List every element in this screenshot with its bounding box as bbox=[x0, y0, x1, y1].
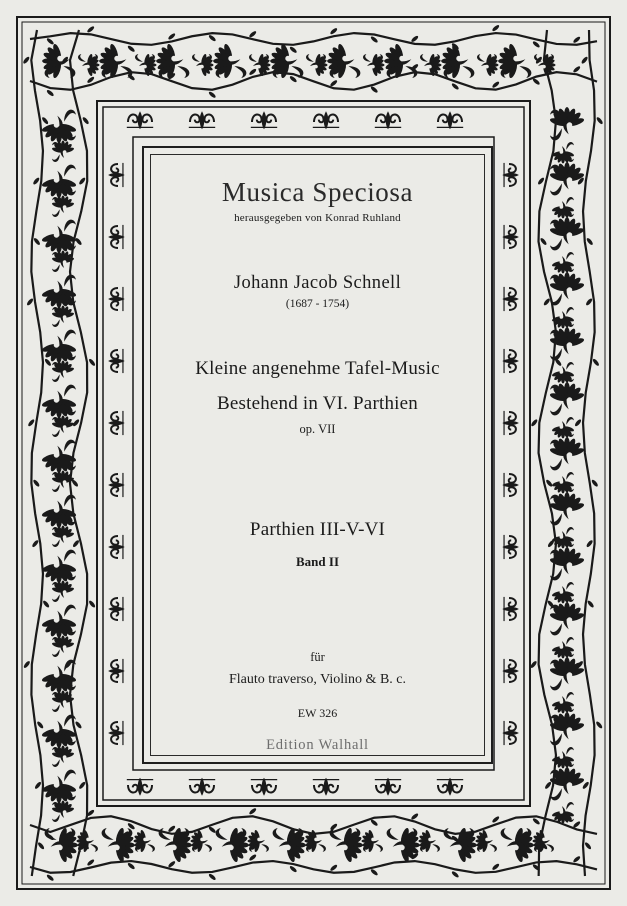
scroll-motif bbox=[313, 778, 339, 796]
flower-motif bbox=[41, 110, 77, 143]
series-title: Musica Speciosa bbox=[221, 177, 414, 207]
scroll-motif bbox=[108, 721, 125, 745]
flower-motif bbox=[551, 472, 574, 494]
parts-included: Parthien III-V-VI bbox=[249, 519, 386, 540]
flower-motif bbox=[551, 252, 574, 274]
scroll-motif bbox=[502, 349, 519, 373]
publisher-name: Edition Walhall bbox=[266, 737, 369, 753]
editor-line: herausgegeben von Konrad Ruhland bbox=[234, 212, 401, 224]
flower-motif bbox=[441, 43, 474, 79]
flower-motif bbox=[549, 767, 585, 800]
flower-motif bbox=[51, 525, 74, 547]
scroll-motif bbox=[108, 597, 125, 621]
flower-motif bbox=[51, 415, 74, 437]
scroll-motif bbox=[375, 778, 401, 796]
flower-motif bbox=[247, 829, 269, 852]
scroll-motif bbox=[108, 473, 125, 497]
flower-motif bbox=[549, 272, 585, 305]
scroll-motif bbox=[502, 535, 519, 559]
flower-motif bbox=[51, 745, 74, 767]
for-label: für bbox=[310, 650, 325, 664]
flower-motif bbox=[51, 800, 74, 822]
flower-motif bbox=[532, 829, 554, 852]
flower-motif bbox=[551, 637, 574, 659]
scroll-motif bbox=[437, 778, 463, 796]
flower-motif bbox=[41, 660, 77, 693]
scroll-motif bbox=[502, 163, 519, 187]
composer-name: Johann Jacob Schnell bbox=[233, 273, 402, 293]
flower-motif bbox=[549, 437, 585, 470]
flower-motif bbox=[551, 362, 574, 384]
flower-motif bbox=[51, 305, 74, 327]
flower-motif bbox=[156, 43, 189, 79]
flower-motif bbox=[549, 382, 585, 415]
scroll-motif bbox=[502, 411, 519, 435]
flower-motif bbox=[363, 53, 385, 76]
flower-motif bbox=[327, 43, 360, 79]
flower-motif bbox=[78, 53, 100, 76]
scroll-motif bbox=[502, 659, 519, 683]
flower-motif bbox=[549, 602, 585, 635]
flower-motif bbox=[41, 165, 77, 198]
scroll-motif bbox=[313, 111, 339, 129]
flower-motif bbox=[213, 43, 246, 79]
scroll-motif bbox=[108, 225, 125, 249]
scroll-motif bbox=[108, 411, 125, 435]
scroll-motif bbox=[502, 597, 519, 621]
volume-label: Band II bbox=[296, 554, 339, 569]
scroll-motif bbox=[375, 111, 401, 129]
flower-motif bbox=[501, 827, 534, 863]
flower-motif bbox=[192, 53, 214, 76]
flower-motif bbox=[361, 829, 383, 852]
scroll-motif bbox=[502, 473, 519, 497]
flower-motif bbox=[549, 162, 585, 195]
scroll-motif bbox=[189, 778, 215, 796]
flower-motif bbox=[270, 43, 303, 79]
flower-motif bbox=[51, 195, 74, 217]
flower-motif bbox=[51, 360, 74, 382]
opus-number: op. VII bbox=[299, 422, 336, 436]
flower-motif bbox=[549, 657, 585, 690]
flower-motif bbox=[498, 43, 531, 79]
scroll-motif bbox=[108, 659, 125, 683]
flower-motif bbox=[41, 220, 77, 253]
composer-dates: (1687 - 1754) bbox=[285, 298, 350, 310]
scroll-motif bbox=[251, 111, 277, 129]
flower-motif bbox=[41, 385, 77, 418]
scroll-motif bbox=[502, 721, 519, 745]
flower-motif bbox=[306, 53, 328, 76]
flower-motif bbox=[477, 53, 499, 76]
scroll-motif bbox=[108, 287, 125, 311]
flower-motif bbox=[41, 605, 77, 638]
flower-motif bbox=[190, 829, 212, 852]
flower-motif bbox=[551, 417, 574, 439]
work-title-line-2: Bestehend in VI. Parthien bbox=[217, 393, 418, 414]
flower-motif bbox=[41, 715, 77, 748]
flower-motif bbox=[133, 829, 155, 852]
flower-motif bbox=[41, 550, 77, 583]
scroll-motif bbox=[127, 778, 153, 796]
scroll-motif bbox=[502, 287, 519, 311]
flower-motif bbox=[41, 440, 77, 473]
flower-motif bbox=[51, 635, 74, 657]
title-panel-inner-rule bbox=[150, 154, 485, 756]
flower-motif bbox=[418, 829, 440, 852]
flower-motif bbox=[549, 492, 585, 525]
flower-motif bbox=[216, 827, 249, 863]
scroll-motif bbox=[127, 111, 153, 129]
flower-motif bbox=[41, 770, 77, 803]
scroll-motif bbox=[251, 778, 277, 796]
flower-motif bbox=[549, 547, 585, 580]
flower-motif bbox=[475, 829, 497, 852]
flower-motif bbox=[549, 217, 585, 250]
scroll-motif bbox=[502, 225, 519, 249]
work-title-line-1: Kleine angenehme Tafel-Music bbox=[195, 358, 440, 379]
catalog-number: EW 326 bbox=[297, 706, 338, 720]
flower-motif bbox=[76, 829, 98, 852]
scroll-motif bbox=[108, 163, 125, 187]
flower-motif bbox=[51, 140, 74, 162]
flower-motif bbox=[273, 827, 306, 863]
flower-motif bbox=[551, 582, 574, 604]
flower-motif bbox=[551, 197, 574, 219]
flower-motif bbox=[551, 692, 574, 714]
scroll-motif bbox=[108, 535, 125, 559]
instrumentation: Flauto traverso, Violino & B. c. bbox=[229, 672, 406, 687]
scroll-motif bbox=[437, 111, 463, 129]
scroll-motif bbox=[108, 349, 125, 373]
flower-motif bbox=[41, 330, 77, 363]
scroll-motif bbox=[189, 111, 215, 129]
flower-motif bbox=[102, 827, 135, 863]
flower-motif bbox=[51, 580, 74, 602]
